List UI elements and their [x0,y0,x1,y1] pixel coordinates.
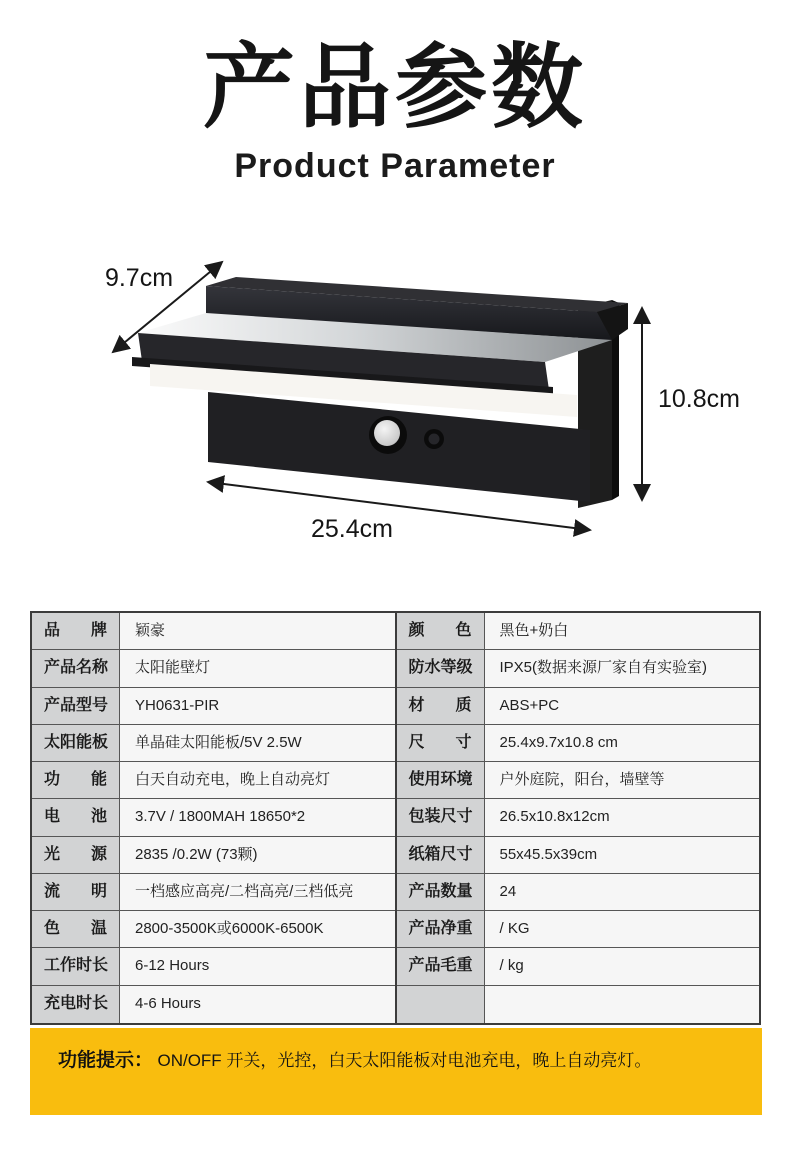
product-illustration [0,230,790,560]
spec-label: 使用环境 [397,762,485,798]
spec-label: 纸箱尺寸 [397,837,485,873]
table-row [397,799,760,836]
spec-label: 流明 [32,874,120,910]
spec-value: ABS+PC [485,688,760,724]
spec-value: 单晶硅太阳能板/5V 2.5W [120,725,395,761]
table-row [32,762,395,799]
spec-value: 一档感应高亮/二档高亮/三档低亮 [120,874,395,910]
table-row [397,725,760,762]
spec-value: 太阳能壁灯 [120,650,395,686]
spec-label: 产品型号 [32,688,120,724]
tip-text: ON/OFF 开关，光控，白天太阳能板对电池充电，晚上自动亮灯。 [157,1051,652,1070]
spec-value [485,986,760,1023]
spec-label: 包装尺寸 [397,799,485,835]
light-sensor-icon [424,429,444,449]
spec-label: 功能 [32,762,120,798]
table-row [397,911,760,948]
page-title-chinese: 产品参数 [202,37,587,139]
spec-label: 品牌 [32,613,120,649]
spec-label: 颜色 [397,613,485,649]
spec-value: 6-12 Hours [120,948,395,984]
spec-label: 尺寸 [397,725,485,761]
spec-label: 产品名称 [32,650,120,686]
spec-value: 4-6 Hours [120,986,395,1023]
spec-value: 25.4x9.7x10.8 cm [485,725,760,761]
spec-label: 电池 [32,799,120,835]
table-row [32,688,395,725]
table-row [32,650,395,687]
spec-label: 工作时长 [32,948,120,984]
spec-value: 2800-3500K或6000K-6500K [120,911,395,947]
table-row [32,837,395,874]
spec-label: 充电时长 [32,986,120,1023]
table-row [397,613,760,650]
spec-label: 产品净重 [397,911,485,947]
table-row [397,650,760,687]
table-row [397,762,760,799]
spec-table-left-column [32,613,397,1023]
table-row [397,837,760,874]
function-tip-bar [30,1028,762,1115]
spec-label: 防水等级 [397,650,485,686]
spec-value: 3.7V / 1800MAH 18650*2 [120,799,395,835]
spec-value: 26.5x10.8x12cm [485,799,760,835]
dimension-label-depth: 9.7cm [104,264,174,292]
spec-table [30,611,761,1025]
spec-value: / KG [485,911,760,947]
spec-value: 2835 /0.2W (73颗) [120,837,395,873]
spec-label: 太阳能板 [32,725,120,761]
table-row [32,986,395,1023]
spec-label [397,986,485,1023]
table-row [397,688,760,725]
spec-label: 产品数量 [397,874,485,910]
spec-value: 黑色+奶白 [485,613,760,649]
spec-label: 光源 [32,837,120,873]
table-row [397,986,760,1023]
spec-value: 颖豪 [120,613,395,649]
table-row [32,799,395,836]
table-row [397,874,760,911]
spec-label: 材质 [397,688,485,724]
spec-value: 55x45.5x39cm [485,837,760,873]
spec-value: 24 [485,874,760,910]
dimension-label-height: 10.8cm [658,385,740,413]
table-row [32,874,395,911]
table-row [32,948,395,985]
spec-value: YH0631-PIR [120,688,395,724]
table-row [32,911,395,948]
spec-label: 色温 [32,911,120,947]
spec-label: 产品毛重 [397,948,485,984]
pir-sensor-icon [369,416,407,454]
tip-label: 功能提示： [58,1050,154,1071]
spec-value: 户外庭院，阳台，墙壁等 [485,762,760,798]
spec-value: / kg [485,948,760,984]
spec-table-right-column [397,613,760,1023]
dimension-label-width: 25.4cm [311,515,393,543]
table-row [32,613,395,650]
table-row [32,725,395,762]
page-title-english: Product Parameter [234,147,556,185]
spec-value: IPX5(数据来源厂家自有实验室) [485,650,760,686]
table-row [397,948,760,985]
spec-value: 白天自动充电，晚上自动亮灯 [120,762,395,798]
